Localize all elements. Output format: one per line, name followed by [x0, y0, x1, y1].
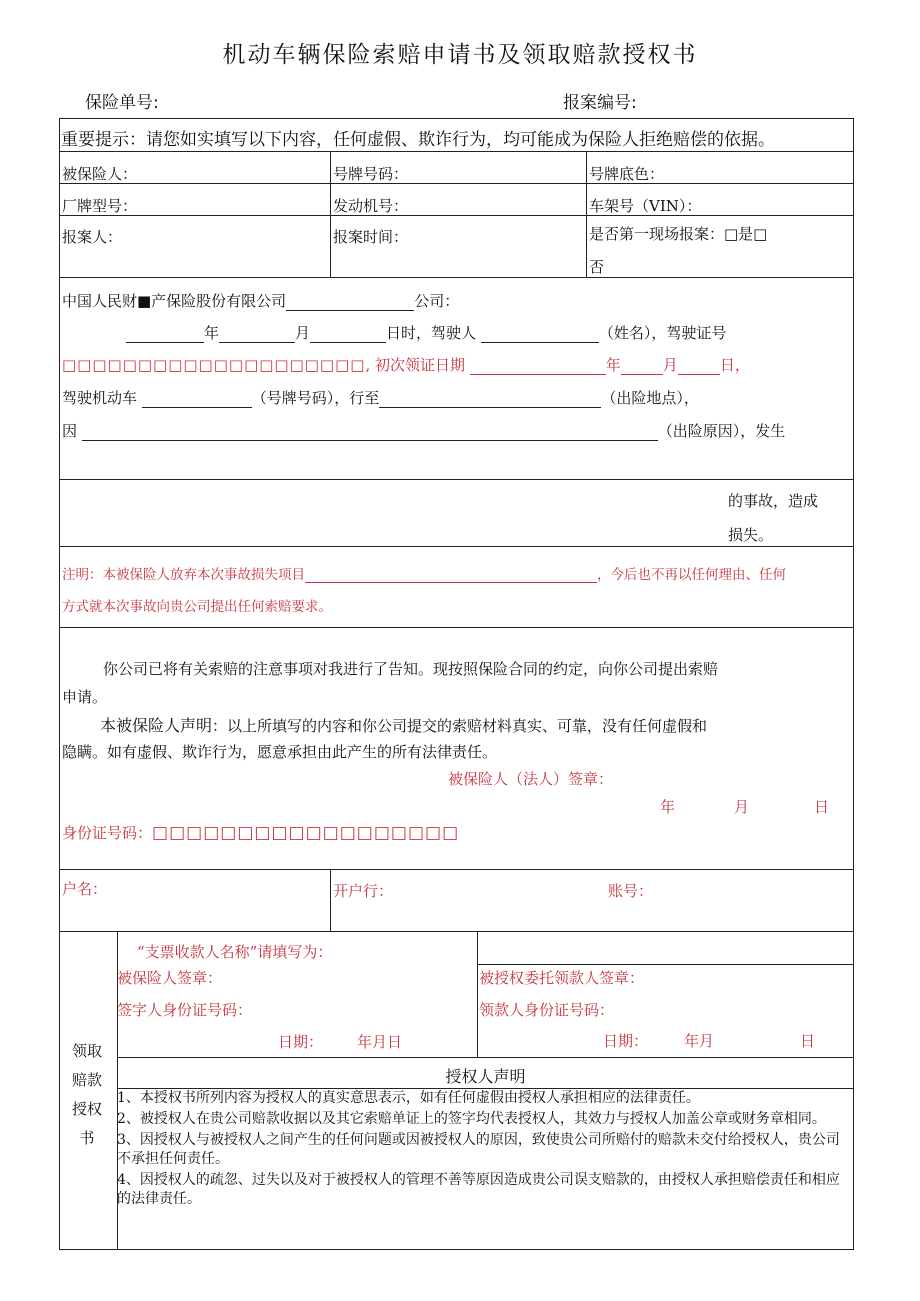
- waiver-line-2: 方式就本次事故向贵公司提出任何索赔要求。: [62, 599, 332, 615]
- payee-name-label[interactable]: “支票收款人名称”请填写为：: [137, 943, 333, 961]
- plate-color-field[interactable]: 号牌底色：: [589, 165, 665, 183]
- report-time-field[interactable]: 报案时间：: [333, 228, 409, 246]
- vehicle-model-field[interactable]: 厂牌型号：: [62, 197, 138, 215]
- insured-signature-label[interactable]: 被保险人（法人）签章：: [448, 770, 614, 788]
- right-date-ym: 年月: [684, 1032, 715, 1050]
- statement-item: 2、被授权人在贵公司赔款收据以及其它索赔单证上的签字均代表授权人，其效力与授权人加盖公章或财务章相同。: [117, 1111, 826, 1127]
- authorization-side-label: 领取 赔款 授权 书: [71, 1042, 102, 1147]
- statement-item: 3、因授权人与被授权人之间产生的任何问题或因被授权人的原因，致使贵公司所赔付的赔款未交付给授权人，贵公司不承担任何责任。: [117, 1132, 840, 1167]
- signer-id-label[interactable]: 签字人身份证号码：: [117, 1001, 253, 1019]
- policy-number-label: 保险单号:: [85, 93, 159, 113]
- agent-sign-label[interactable]: 被授权委托领款人签章：: [479, 969, 645, 987]
- declaration-day: 日: [814, 798, 830, 816]
- important-notice: 重要提示：请您如实填写以下内容，任何虚假、欺诈行为，均可能成为保险人拒绝赔偿的依据。: [61, 130, 775, 150]
- first-scene-no: 否: [589, 258, 605, 276]
- page-title: 机动车辆保险索赔申请书及领取赔款授权书: [222, 42, 698, 68]
- statement-title: 授权人声明: [445, 1067, 526, 1086]
- result-text-2: 损失。: [728, 526, 774, 544]
- license-number-boxes[interactable]: □□□□□□□□□□□□□□□□□□□□: [62, 356, 366, 374]
- result-text-1: 的事故，造成: [728, 492, 819, 510]
- id-number-line: 身份证号码：□□□□□□□□□□□□□□□□□□: [62, 823, 460, 843]
- left-date-label: 日期：: [278, 1033, 324, 1051]
- date-driver-line: 年 月 日时，驾驶人 （姓名），驾驶证号: [126, 322, 726, 343]
- insured-field[interactable]: 被保险人：: [62, 165, 138, 183]
- vin-field[interactable]: 车架号（VIN）：: [589, 197, 702, 215]
- first-scene-checkbox[interactable]: 是否第一现场报案：□是□: [589, 225, 768, 243]
- id-number-boxes[interactable]: □□□□□□□□□□□□□□□□□□: [152, 823, 460, 843]
- declaration-year: 年: [660, 798, 676, 816]
- right-date-day: 日: [800, 1032, 816, 1050]
- declaration-p2: 本被保险人声明：以上所填写的内容和你公司提交的索赔材料真实、可靠，没有任何虚假和: [100, 716, 708, 735]
- declaration-p2b: 隐瞒。如有虚假、欺诈行为，愿意承担由此产生的所有法律责任。: [62, 743, 498, 761]
- vehicle-route-line: 驾驶机动车 （号牌号码），行至 （出险地点），: [62, 389, 699, 407]
- account-number-field[interactable]: 账号：: [608, 882, 654, 900]
- left-date-ymd: 年月日: [357, 1033, 403, 1051]
- cause-line: 因 （出险原因），发生: [62, 422, 786, 440]
- reporter-field[interactable]: 报案人：: [62, 228, 123, 246]
- right-date-label: 日期：: [603, 1032, 649, 1050]
- bank-field[interactable]: 开户行：: [333, 882, 394, 900]
- agent-id-label[interactable]: 领款人身份证号码：: [479, 1001, 615, 1019]
- statement-item: 4、因授权人的疏忽、过失以及对于被授权人的管理不善等原因造成贵公司误支赔款的，由授权人承担赔偿责任和相应的法律责任。: [117, 1172, 840, 1207]
- insurer-line: 中国人民财■产保险股份有限公司 公司：: [62, 292, 460, 310]
- statement-item: 1、本授权书所列内容为授权人的真实意思表示，如有任何虚假由授权人承担相应的法律责任。: [117, 1090, 700, 1106]
- declaration-month: 月: [734, 798, 750, 816]
- insured-sign-label[interactable]: 被保险人签章：: [117, 969, 223, 987]
- declaration-p1b: 申请。: [62, 688, 108, 706]
- statement-list: [117, 1089, 850, 1249]
- report-number-label: 报案编号:: [563, 93, 637, 113]
- engine-number-field[interactable]: 发动机号：: [333, 197, 409, 215]
- account-holder-field[interactable]: 户名：: [62, 880, 108, 898]
- license-line: □□□□□□□□□□□□□□□□□□□□, 初次领证日期 年 月 日，: [62, 356, 750, 374]
- waiver-line-1: 注明：本被保险人放弃本次事故损失项目 ，今后也不再以任何理由、任何: [62, 567, 786, 583]
- declaration-p1: 你公司已将有关索赔的注意事项对我进行了告知。现按照保险合同的约定，向你公司提出索赔: [103, 660, 719, 678]
- plate-number-field[interactable]: 号牌号码：: [333, 165, 409, 183]
